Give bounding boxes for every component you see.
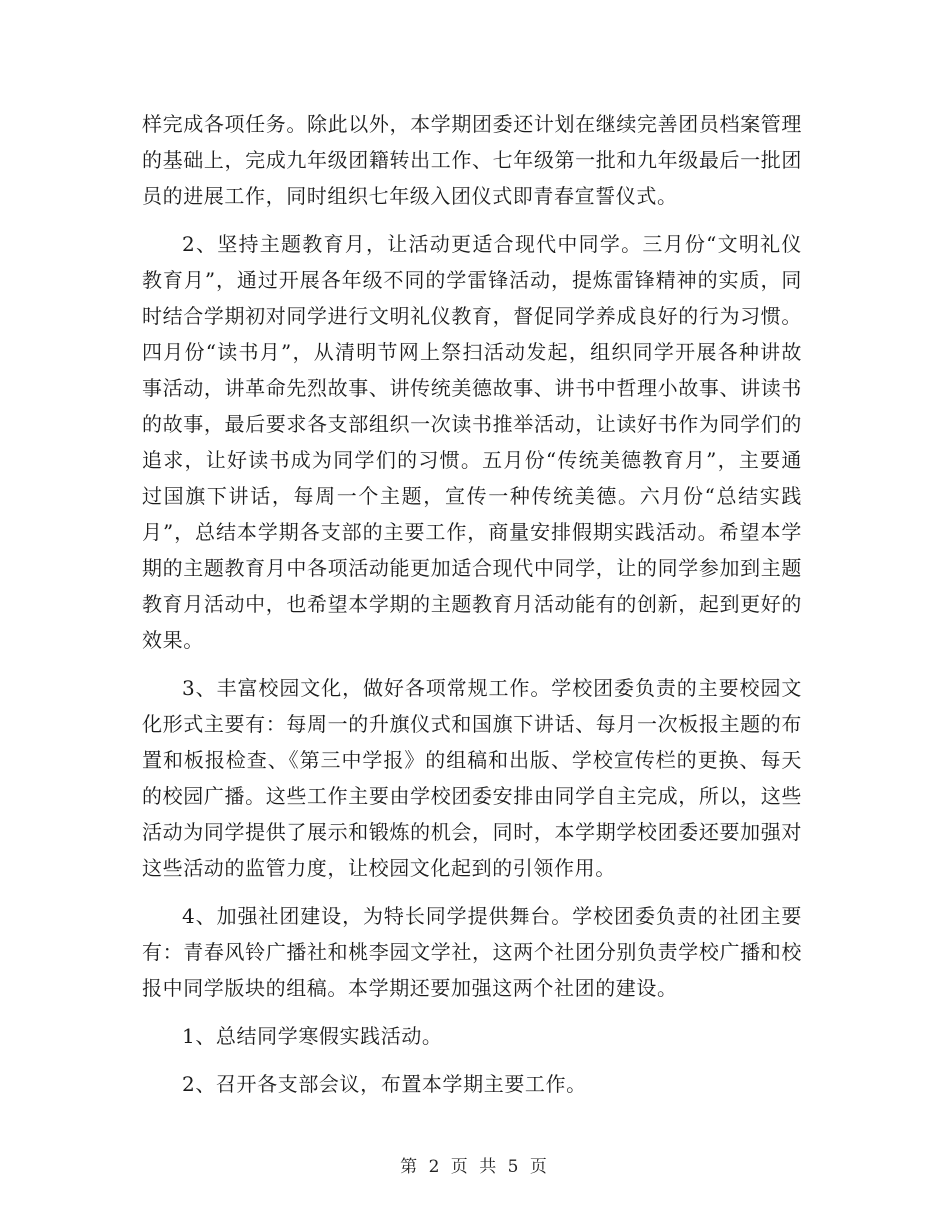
paragraph-club-building: 4、加强社团建设，为特长同学提供舞台。学校团委负责的社团主要有：青春风铃广播社和桃李园文学社，这两个社团分别负责学校广播和校报中同学版块的组稿。本学期还要加强这两个社团的建设。 xyxy=(142,904,802,1000)
page-footer: 第 2 页 共 5 页 xyxy=(400,1157,550,1177)
document-body xyxy=(142,106,802,1114)
paragraph-list-item-2: 2、召开各支部会议，布置本学期主要工作。 xyxy=(182,1072,587,1096)
paragraph-campus-culture: 3、丰富校园文化，做好各项常规工作。学校团委负责的主要校园文化形式主要有：每周一的升旗仪式和国旗下讲话、每月一次板报主题的布置和板报检查、《第三中学报》的组稿和出版、学校宣传栏的更换、每天的校园广播。这些工作主要由学校团委安排由同学自主完成，所以，这些活动为同学提供了展示和锻炼的机会，同时，本学期学校团委还要加强对这些活动的监管力度，让校园文化起到的引领作用。 xyxy=(142,676,802,880)
paragraph-continued: 样完成各项任务。除此以外，本学期团委还计划在继续完善团员档案管理的基础上，完成九年级团籍转出工作、七年级第一批和九年级最后一批团员的进展工作，同时组织七年级入团仪式即青春宣誓仪式。 xyxy=(142,112,802,208)
paragraph-theme-education: 2、坚持主题教育月，让活动更适合现代中同学。三月份“文明礼仪教育月”，通过开展各年级不同的学雷锋活动，提炼雷锋精神的实质，同时结合学期初对同学进行文明礼仪教育，督促同学养成良好的行为习惯。四月份“读书月”，从清明节网上祭扫活动发起，组织同学开展各种讲故事活动，讲革命先烈故事、讲传统美德故事、讲书中哲理小故事、讲读书的故事，最后要求各支部组织一次读书推举活动，让读好书作为同学们的追求，让好读书成为同学们的习惯。五月份“传统美德教育月”，主要通过国旗下讲话，每周一个主题，宣传一种传统美德。六月份“总结实践月”，总结本学期各支部的主要工作，商量安排假期实践活动。希望本学期的主题教育月中各项活动能更加适合现代中同学，让的同学参加到主题教育月活动中，也希望本学期的主题教育月活动能有的创新，起到更好的效果。 xyxy=(142,232,802,652)
paragraph-list-item-1: 1、总结同学寒假实践活动。 xyxy=(182,1024,443,1048)
